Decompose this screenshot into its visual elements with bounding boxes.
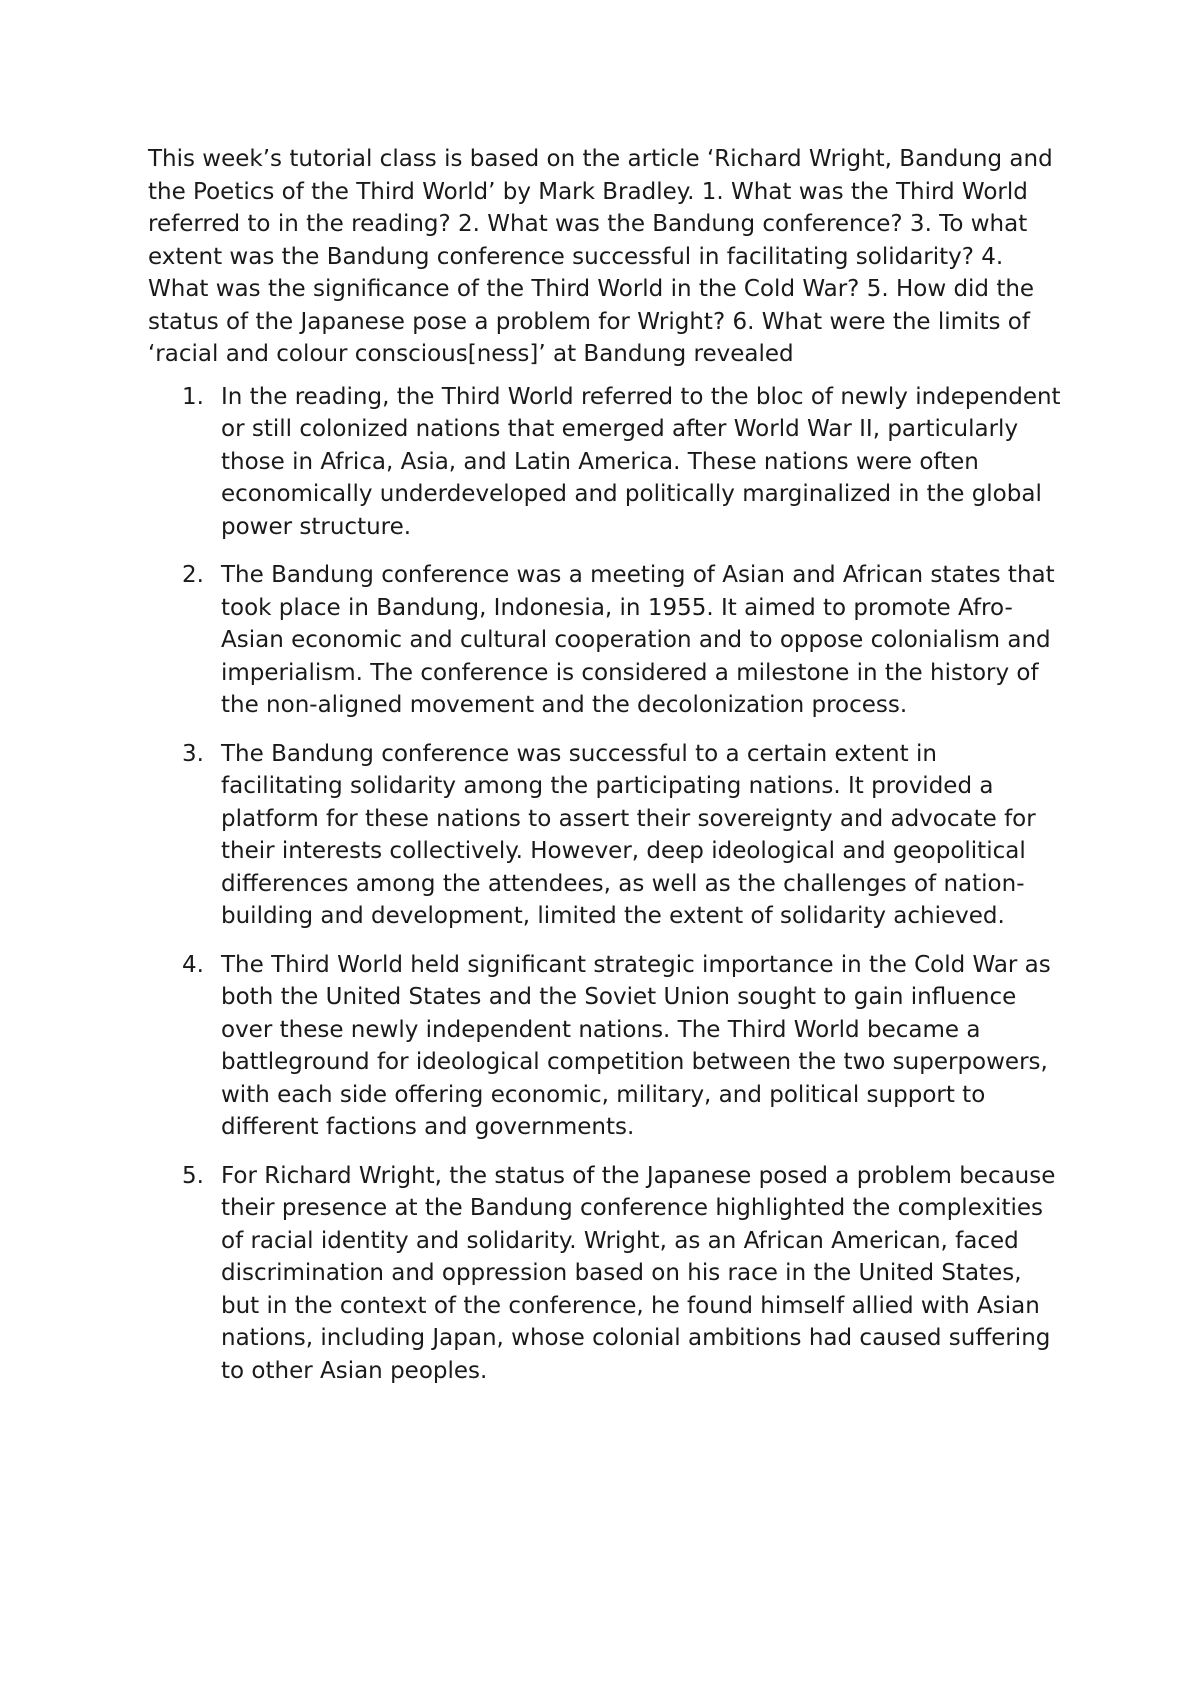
list-item <box>148 381 1063 544</box>
list-item-text: The Bandung conference was successful to a certain extent in facilitating solidarity among the participating nations. It provided a platform for these nations to assert their sovereignty and advocate for their interests collectively. However, deep ideological and geopolitical differences among the attendees, as well as the challenges of nation-building and development, limited the extent of solidarity achieved. <box>221 740 1036 929</box>
list-number: 2. <box>182 562 204 588</box>
document-body <box>148 143 1063 1403</box>
list-number: 3. <box>182 740 204 767</box>
list-item <box>148 1160 1063 1388</box>
list-item-text: For Richard Wright, the status of the Japanese posed a problem because their presence at the Bandung conference highlighted the complexities of racial identity and solidarity. Wright, as an African American, faced discrimination and oppression based on his race in the United States, but in the context of the conference, he found himself allied with Asian nations, including Japan, whose colonial ambitions had caused suffering to other Asian peoples. <box>221 1162 1056 1384</box>
intro-paragraph: This week’s tutorial class is based on the article ‘Richard Wright, Bandung and the Poetics of the Third World’ by Mark Bradley. 1. What was the Third World referred to in the reading? 2. What was the Bandung conference? 3. To what extent was the Bandung conference successful in facilitating solidarity? 4. What was the significance of the Third World in the Cold War? 5. How did the status of the Japanese pose a problem for Wright? 6. What were the limits of ‘racial and colour conscious[ness]’ at Bandung revealed <box>148 146 1053 367</box>
list-item <box>148 738 1063 933</box>
list-item-text: In the reading, the Third World referred to the bloc of newly independent or still colonized nations that emerged after World War II, particularly those in Africa, Asia, and Latin America. These nations were often economically underdeveloped and politically marginalized in the global power structure. <box>221 383 1061 540</box>
list-number: 5. <box>182 1162 204 1189</box>
list-number: 1. <box>182 383 204 410</box>
list-item <box>148 559 1063 722</box>
list-item <box>148 949 1063 1144</box>
answer-list <box>148 381 1063 1388</box>
list-item-text: The Third World held significant strategic importance in the Cold War as both the United States and the Soviet Union sought to gain influence over these newly independent nations. The Third World became a battleground for ideological competition between the two superpowers, with each side offering economic, military, and political support to different factions and governments. <box>221 951 1051 1140</box>
list-number: 4. <box>182 951 204 978</box>
list-item-text: The Bandung conference was a meeting of Asian and African states that took place in Bandung, Indonesia, in 1955. It aimed to promote Afro-Asian economic and cultural cooperation and to oppose colonialism and imperialism. The conference is considered a milestone in the history of the non-aligned movement and the decolonization process. <box>221 562 1055 718</box>
